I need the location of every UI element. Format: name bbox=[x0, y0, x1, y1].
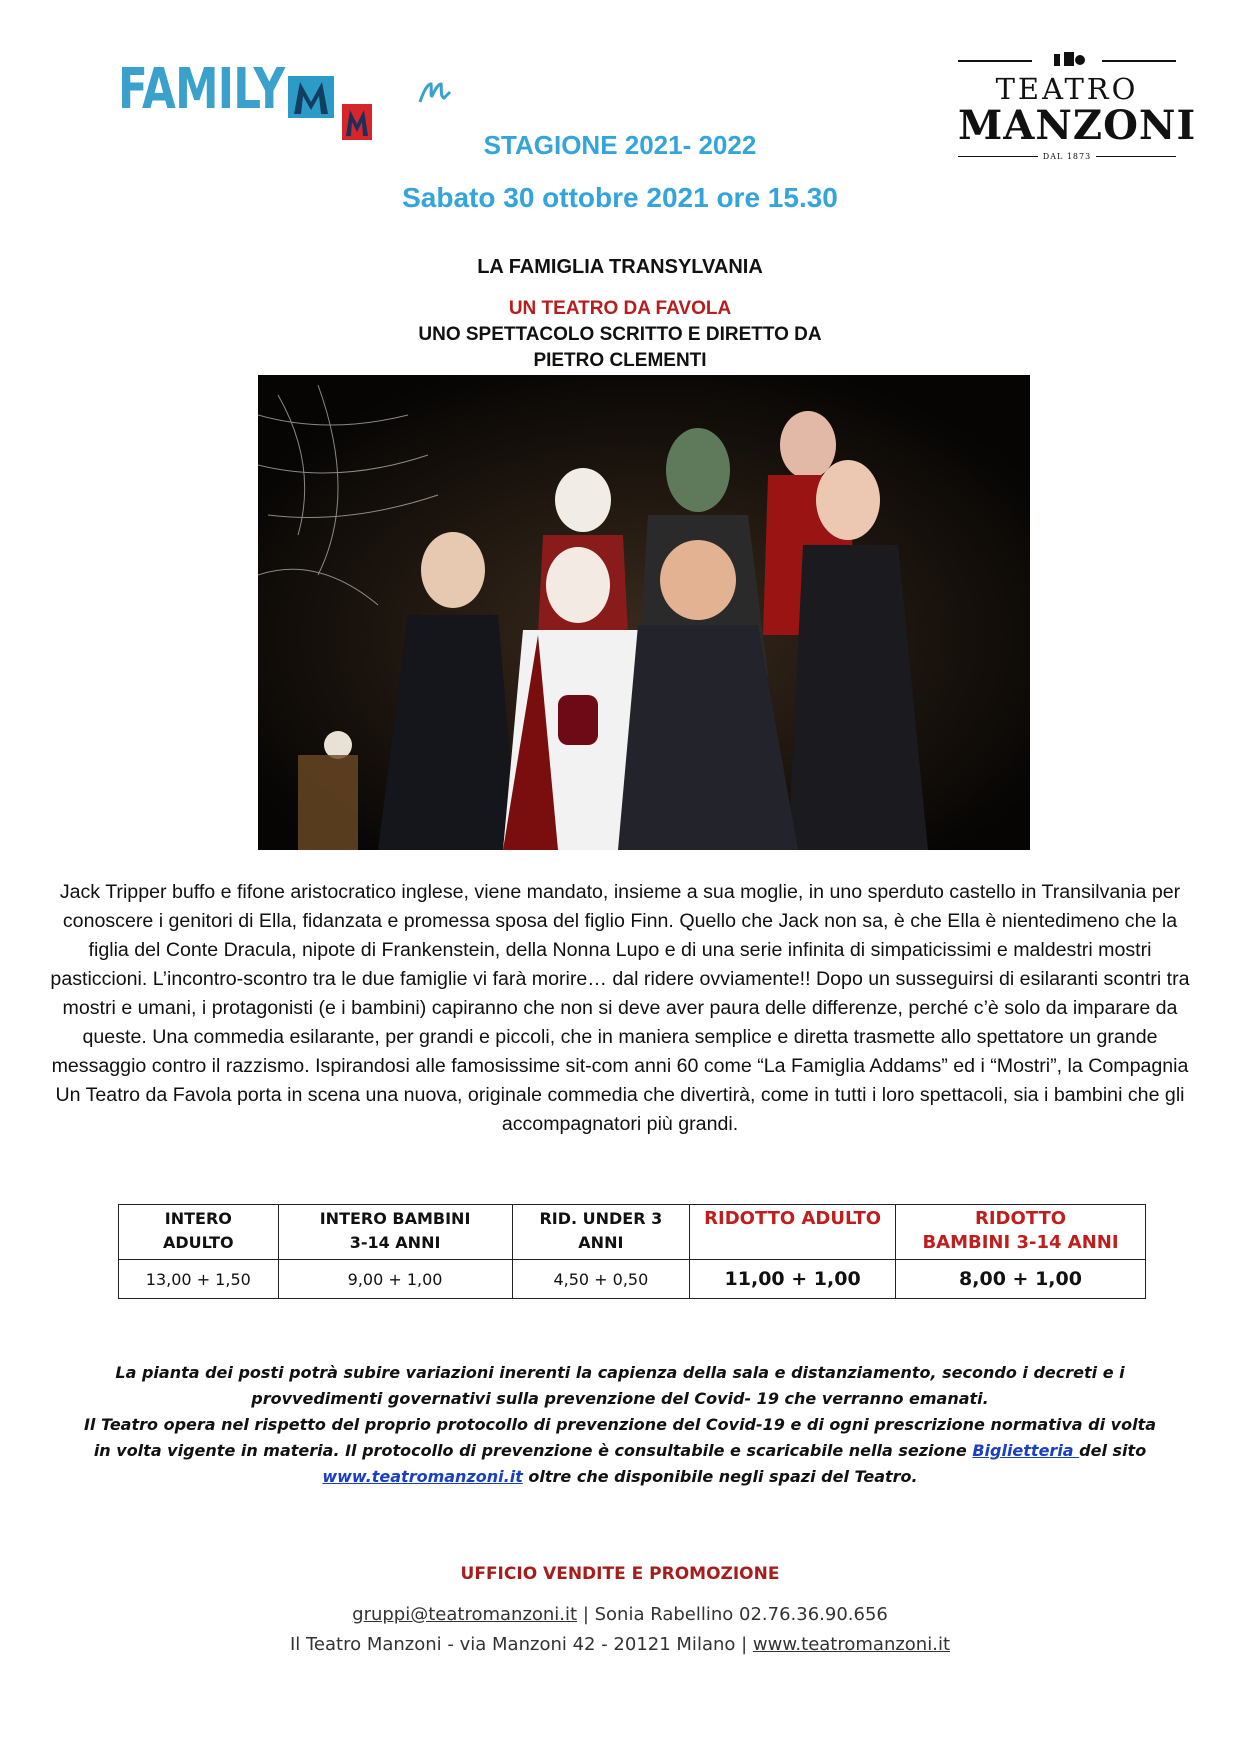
company-name: UN TEATRO DA FAVOLA bbox=[508, 298, 732, 319]
header-line: RIDOTTO ADULTO bbox=[704, 1208, 882, 1229]
header-line: ADULTO bbox=[162, 1233, 234, 1252]
notice-line bbox=[60, 1438, 1180, 1464]
show-title: LA FAMIGLIA TRANSYLVANIA bbox=[477, 256, 763, 278]
price-value: 4,50 + 0,50 bbox=[512, 1260, 690, 1299]
logo-since: DAL 1873 bbox=[1042, 152, 1092, 161]
price-table bbox=[118, 1204, 1146, 1299]
skull bbox=[324, 731, 352, 759]
covid-notice bbox=[60, 1360, 1180, 1490]
notice-line bbox=[60, 1464, 1180, 1490]
header-line: INTERO BAMBINI bbox=[319, 1209, 471, 1228]
logo-manzoni: MANZONI bbox=[958, 102, 1197, 149]
contact-person: | Sonia Rabellino 02.76.36.90.656 bbox=[577, 1604, 888, 1625]
header-line: BAMBINI 3-14 ANNI bbox=[922, 1232, 1119, 1253]
cast-photo-illustration bbox=[258, 375, 1030, 850]
header-line: ANNI bbox=[578, 1233, 624, 1252]
website-link[interactable]: www.teatromanzoni.it bbox=[322, 1467, 523, 1486]
notice-line: Il Teatro opera nel rispetto del proprio protocollo di prevenzione del Covid-19 e di ogni prescrizione normativa di volta bbox=[83, 1415, 1157, 1434]
email-link[interactable]: gruppi@teatromanzoni.it bbox=[352, 1604, 578, 1625]
theatre-crest-icon bbox=[1050, 50, 1086, 70]
footer-website-link[interactable]: www.teatromanzoni.it bbox=[752, 1634, 951, 1655]
show-description: Jack Tripper buffo e fifone aristocratico inglese, viene mandato, insieme a sua moglie, in uno sperduto castello in Transilvania per conoscere i genitori di Ella, fidanzata e promessa sposa del figlio Finn. Quello che Jack non sa, è che Ella è nientedimeno che la figlia del Conte Dracula, nipote di Frankenstein, della Nonna Lupo e di una serie infinita di simpaticissimi e maldestri mostri pasticcioni. L’incontro-scontro tra le due famiglie vi farà morire… dal ridere ovviamente!! Dopo un susseguirsi di esilaranti scontri tra mostri e umani, i protagonisti (e i bambini) capiranno che non si deve aver paura delle differenze, perché c’è solo da imparare da queste. Una commedia esilarante, per grandi e piccoli, che in maniera semplice e diretta trasmette allo spettatore un grande messaggio contro il razzismo. Ispirandosi alle famosissime sit-com anni 60 come “La Famiglia Addams” ed i “Mostri”, la Compagnia Un Teatro da Favola porta in scena una nuova, originale commedia che divertirà, come in tutti i loro spettacoli, sia i bambini che gli accompagnatori più grandi. bbox=[50, 881, 1190, 1135]
price-table-row bbox=[119, 1260, 1146, 1299]
price-value: 11,00 + 1,00 bbox=[690, 1260, 896, 1299]
price-header-intero-bambini bbox=[278, 1205, 512, 1260]
m-script-icon bbox=[418, 80, 452, 106]
address-line bbox=[0, 1634, 1240, 1655]
contact-line bbox=[0, 1604, 1240, 1625]
credit-line-2: PIETRO CLEMENTI bbox=[533, 350, 707, 371]
notice-line: La pianta dei posti potrà subire variazioni inerenti la capienza della sala e distanziamento, secondo i decreti e i bbox=[115, 1363, 1125, 1382]
biglietteria-link[interactable]: Biglietteria bbox=[972, 1441, 1080, 1460]
price-header-ridotto-bambini bbox=[896, 1205, 1146, 1260]
header-line: INTERO bbox=[164, 1209, 232, 1228]
price-table-header bbox=[119, 1205, 1146, 1260]
address: Il Teatro Manzoni - via Manzoni 42 - 20121 Milano | bbox=[289, 1634, 753, 1655]
header-line: RIDOTTO bbox=[974, 1208, 1067, 1229]
header-line: 3-14 ANNI bbox=[349, 1233, 441, 1252]
logo-teatro: TEATRO bbox=[995, 72, 1139, 106]
price-header-intero-adulto bbox=[119, 1205, 279, 1260]
season-heading: STAGIONE 2021- 2022 bbox=[483, 130, 757, 160]
cast-photo bbox=[258, 375, 1030, 850]
price-header-ridotto-adulto bbox=[690, 1205, 896, 1260]
logo-rule-right bbox=[1102, 60, 1176, 62]
notice-line: provvedimenti governativi sulla prevenzione del Covid- 19 che verranno emanati. bbox=[251, 1389, 989, 1408]
notice-text: in volta vigente in materia. Il protocollo di prevenzione è consultabile e scaricabile nella sezione bbox=[93, 1441, 973, 1460]
notice-text: del sito bbox=[1079, 1441, 1147, 1460]
credit-line-1: UNO SPETTACOLO SCRITTO E DIRETTO DA bbox=[418, 324, 822, 345]
price-value: 8,00 + 1,00 bbox=[896, 1260, 1146, 1299]
notice-text: oltre che disponibile negli spazi del Teatro. bbox=[522, 1467, 918, 1486]
family-logo: FAMILY bbox=[118, 57, 285, 122]
header-line: RID. UNDER 3 bbox=[539, 1209, 663, 1228]
event-date: Sabato 30 ottobre 2021 ore 15.30 bbox=[402, 182, 838, 213]
price-value: 9,00 + 1,00 bbox=[278, 1260, 512, 1299]
sales-office-heading: UFFICIO VENDITE E PROMOZIONE bbox=[460, 1564, 780, 1584]
price-header-under-3 bbox=[512, 1205, 690, 1260]
price-value: 13,00 + 1,50 bbox=[119, 1260, 279, 1299]
logo-rule-left bbox=[958, 60, 1032, 62]
